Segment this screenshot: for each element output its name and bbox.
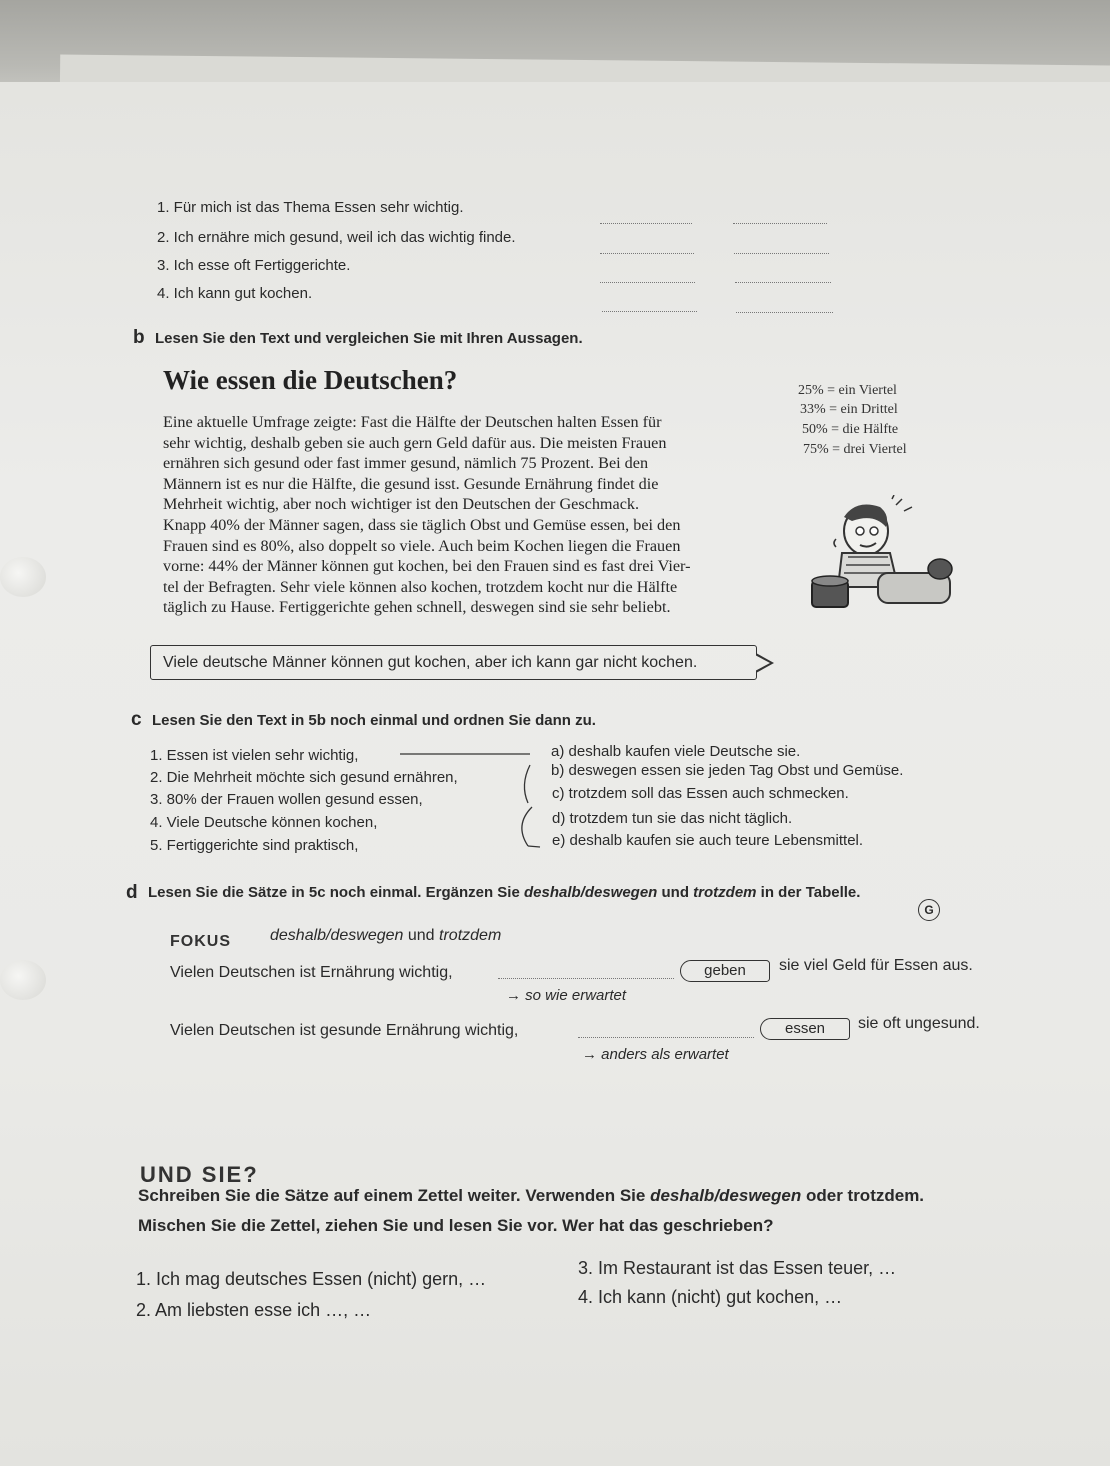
match-right-e: e) deshalb kaufen sie auch teure Lebensmittel. [552, 832, 864, 849]
speech-box-arrow [756, 653, 774, 673]
punch-hole-bottom [0, 960, 46, 1000]
text-line: Mehrheit wichtig, aber noch wichtiger ist den Deutschen der Geschmack. [163, 495, 640, 514]
matching-lines [390, 745, 560, 855]
percent-key-33: 33% = ein Drittel [800, 402, 898, 417]
text-line: ernähren sich gesund oder fast immer gesund, nämlich 75 Prozent. Bei den [163, 454, 649, 473]
percent-key-50: 50% = die Hälfte [802, 422, 899, 437]
table-row-1-blank[interactable] [498, 978, 674, 979]
prompt-2: 2. Am liebsten esse ich …, … [136, 1300, 372, 1320]
match-right-b: b) deswegen essen sie jeden Tag Obst und Gemüse. [551, 762, 904, 779]
match-right-c: c) trotzdem soll das Essen auch schmecken. [552, 785, 849, 802]
answer-line-2b[interactable] [734, 253, 829, 254]
table-row-1-end: sie viel Geld für Essen aus. [779, 957, 973, 974]
match-right-d: d) trotzdem tun sie das nicht täglich. [552, 810, 793, 827]
match-left-4: 4. Viele Deutsche können kochen, [150, 814, 378, 831]
part-c-instruction: Lesen Sie den Text in 5b noch einmal und ordnen Sie dann zu. [152, 712, 596, 729]
answer-line-3a[interactable] [600, 282, 695, 283]
fokus-title: deshalb/deswegen und trotzdem [270, 927, 502, 944]
prompt-4: 4. Ich kann (nicht) gut kochen, … [578, 1287, 843, 1307]
text-line: Frauen sind es 80%, also doppelt so viele. Auch beim Kochen liegen die Frauen [163, 536, 681, 555]
statement-2: 2. Ich ernähre mich gesund, weil ich das wichtig finde. [157, 229, 516, 246]
prompt-3: 3. Im Restaurant ist das Essen teuer, … [578, 1258, 897, 1278]
text-line: vorne: 44% der Männer können gut kochen, bei den Frauen sind es fast drei Vier- [163, 557, 691, 576]
cooking-man-illustration [808, 495, 956, 617]
part-c-letter: c [131, 709, 142, 730]
table-row-1-start: Vielen Deutschen ist Ernährung wichtig, [170, 964, 453, 981]
part-b-letter: b [133, 327, 145, 348]
match-left-2: 2. Die Mehrheit möchte sich gesund ernähren, [150, 769, 458, 786]
text-title: Wie essen die Deutschen? [163, 365, 458, 395]
prompt-1: 1. Ich mag deutsches Essen (nicht) gern, … [136, 1269, 487, 1289]
grammar-badge: G [918, 899, 940, 921]
part-b-instruction: Lesen Sie den Text und vergleichen Sie mit Ihren Aussagen. [155, 330, 583, 347]
answer-line-1a[interactable] [600, 223, 692, 224]
und-sie-instruction-1: Schreiben Sie die Sätze auf einem Zettel weiter. Verwenden Sie deshalb/deswegen oder trotzdem. [138, 1186, 925, 1205]
statement-4: 4. Ich kann gut kochen. [157, 285, 313, 302]
answer-line-4b[interactable] [736, 312, 833, 313]
match-right-a: a) deshalb kaufen viele Deutsche sie. [551, 743, 801, 760]
text-line: Männern ist es nur die Hälfte, die gesund isst. Gesunde Ernährung findet die [163, 474, 659, 493]
text-line: täglich zu Hause. Fertiggerichte gehen schnell, deswegen sind sie sehr beliebt. [163, 598, 671, 617]
statement-1: 1. Für mich ist das Thema Essen sehr wichtig. [157, 199, 464, 216]
percent-key-75: 75% = drei Viertel [803, 442, 907, 457]
table-row-2-note: → anders als erwartet [582, 1046, 729, 1063]
table-row-2-blank[interactable] [578, 1037, 754, 1038]
und-sie-instruction-2: Mischen Sie die Zettel, ziehen Sie und lesen Sie vor. Wer hat das geschrieben? [138, 1216, 774, 1235]
und-sie-heading: UND SIE? [140, 1162, 259, 1187]
answer-line-2a[interactable] [600, 253, 694, 254]
part-d-letter: d [126, 882, 138, 903]
text-line: Knapp 40% der Männer sagen, dass sie täglich Obst und Gemüse essen, bei den [163, 515, 681, 534]
text-line: Eine aktuelle Umfrage zeigte: Fast die Hälfte der Deutschen halten Essen für [163, 413, 662, 431]
fokus-label: FOKUS [170, 933, 231, 950]
punch-hole-top [0, 557, 46, 597]
text-body [163, 412, 768, 618]
text-line: tel der Befragten. Sehr viele können also kochen, trotzdem kocht nur die Hälfte [163, 577, 678, 596]
answer-line-3b[interactable] [735, 282, 831, 283]
part-d-instruction: Lesen Sie die Sätze in 5c noch einmal. Ergänzen Sie deshalb/deswegen und trotzdem in der Tabelle. [148, 884, 861, 901]
table-row-2-start: Vielen Deutschen ist gesunde Ernährung wichtig, [170, 1022, 519, 1039]
verb-pill-geben: geben [680, 960, 770, 982]
text-line: sehr wichtig, deshalb geben sie auch gern Geld dafür aus. Die meisten Frauen [163, 433, 667, 452]
answer-line-4a[interactable] [602, 311, 697, 312]
table-row-2-end: sie oft ungesund. [858, 1015, 980, 1032]
match-left-3: 3. 80% der Frauen wollen gesund essen, [150, 791, 423, 808]
answer-line-1b[interactable] [733, 223, 827, 224]
speech-box: Viele deutsche Männer können gut kochen, aber ich kann gar nicht kochen. [150, 645, 757, 680]
percent-key-25: 25% = ein Viertel [798, 383, 897, 398]
statement-3: 3. Ich esse oft Fertiggerichte. [157, 257, 351, 274]
match-left-1: 1. Essen ist vielen sehr wichtig, [150, 747, 359, 764]
verb-pill-essen: essen [760, 1018, 850, 1040]
match-left-5: 5. Fertiggerichte sind praktisch, [150, 837, 359, 854]
table-row-1-note: → so wie erwartet [506, 987, 627, 1004]
